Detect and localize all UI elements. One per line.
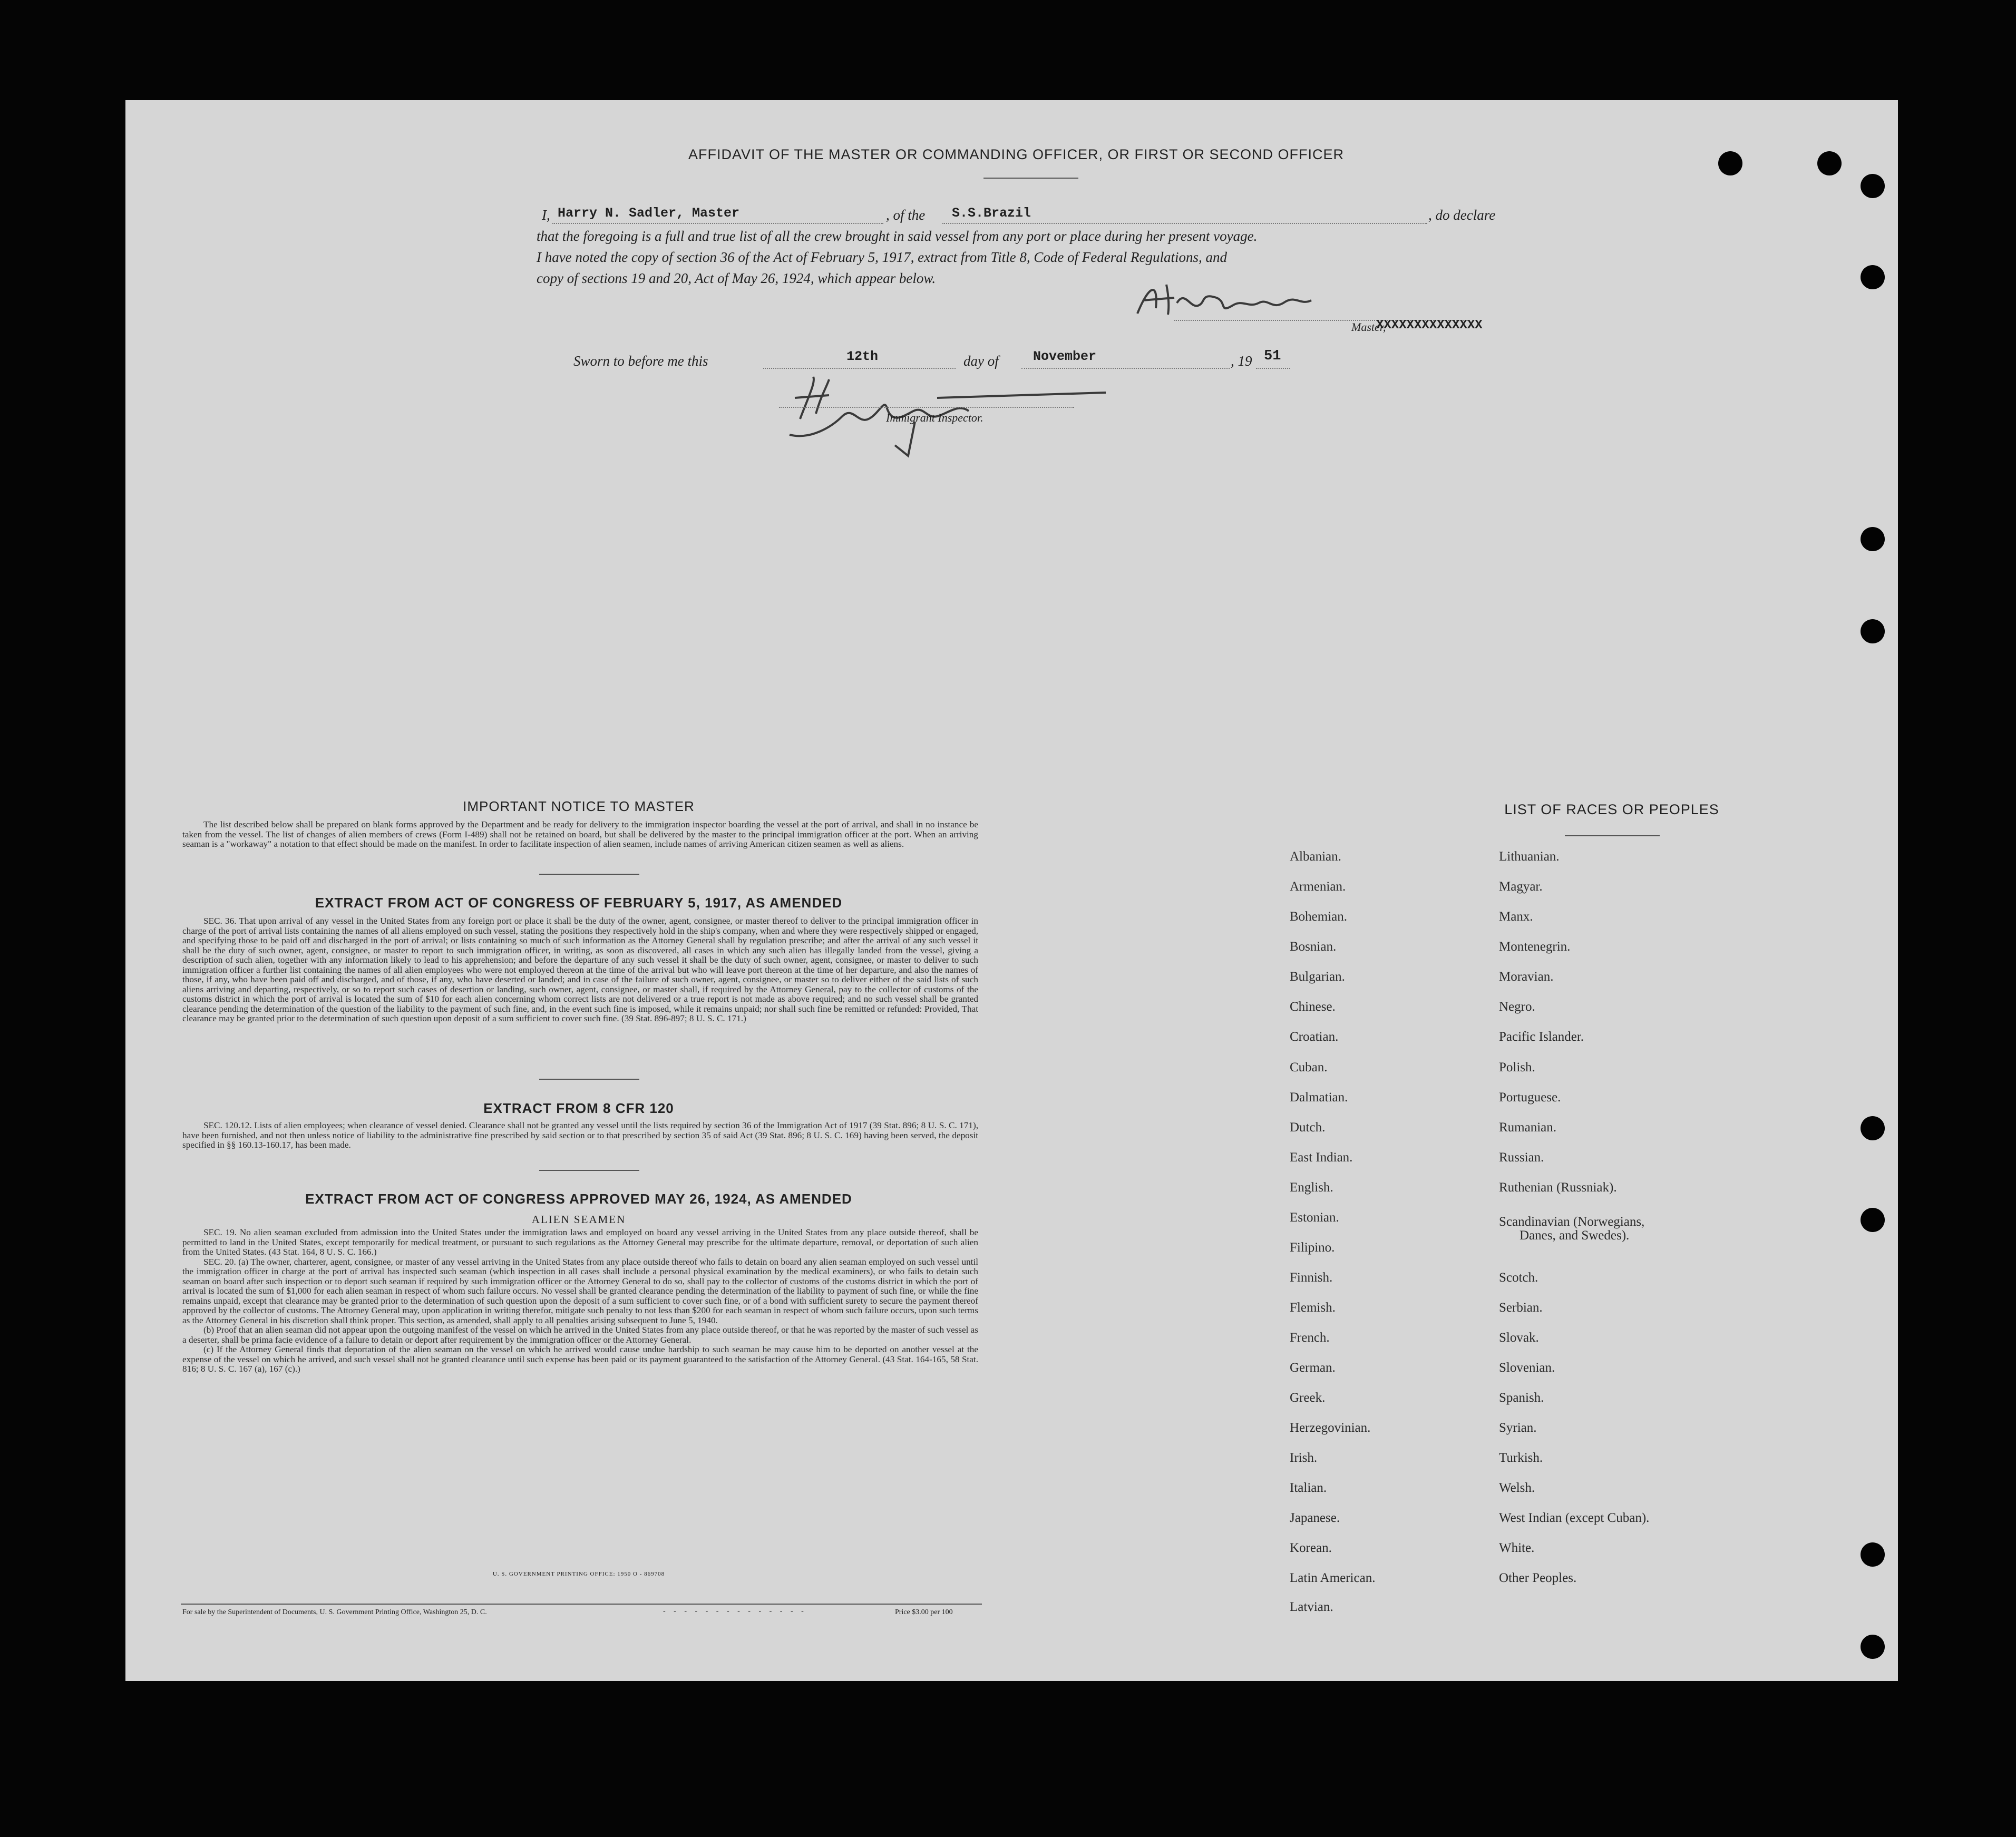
declarant-line bbox=[552, 223, 883, 224]
race-item: Bohemian. bbox=[1290, 910, 1348, 924]
notice-text: The list described below shall be prepared on blank forms approved by the Department and be ready for delivery to the immigration inspector boarding the vessel at the port of arrival, and shall in no instance be taken from the vessel. The list of changes of alien members of crews (Form I-489) shall not be retained on board, but shall be delivered by the master to the principal immigration officer at the port. When an arriving seaman is a "workaway" a notation to that effect should be made on the manifest. In order to facilitate inspection of alien seamen, include names of arriving American citizen seamen as well as aliens. bbox=[182, 819, 978, 849]
race-item: Slovenian. bbox=[1499, 1361, 1555, 1375]
punch-hole-icon bbox=[1861, 619, 1885, 643]
sworn-year-line bbox=[1256, 368, 1290, 369]
divider-3 bbox=[539, 1170, 639, 1171]
punch-hole-icon bbox=[1817, 151, 1842, 175]
title-underline bbox=[983, 178, 1078, 179]
race-item: Estonian. bbox=[1290, 1210, 1339, 1225]
race-item: Portuguese. bbox=[1499, 1090, 1561, 1105]
race-item: Filipino. bbox=[1290, 1240, 1335, 1255]
sworn-day: 12th bbox=[846, 349, 879, 364]
sworn-year: 51 bbox=[1264, 348, 1281, 364]
affidavit-line-2: that the foregoing is a full and true list of all the crew brought in said vessel from any port or place during her present voyage. bbox=[537, 228, 1258, 244]
race-item: Lithuanian. bbox=[1499, 849, 1560, 864]
race-item: Irish. bbox=[1290, 1451, 1318, 1465]
race-item: Scandinavian (Norwegians, bbox=[1499, 1215, 1645, 1229]
race-item: Greek. bbox=[1290, 1391, 1326, 1405]
affidavit-line-4: copy of sections 19 and 20, Act of May 26, 1924, which appear below. bbox=[537, 270, 936, 286]
race-item: English. bbox=[1290, 1180, 1333, 1195]
inspector-signature-line bbox=[779, 407, 1074, 408]
race-item: West Indian (except Cuban). bbox=[1499, 1511, 1650, 1525]
race-item: Serbian. bbox=[1499, 1301, 1543, 1315]
race-item: Rumanian. bbox=[1499, 1120, 1557, 1135]
race-item: Pacific Islander. bbox=[1499, 1030, 1584, 1044]
footer-sale-note: For sale by the Superintendent of Documents, U. S. Government Printing Office, Washington 25, D. C. bbox=[182, 1608, 487, 1616]
extract-1917-title: EXTRACT FROM ACT OF CONGRESS OF FEBRUARY 5, 1917, AS AMENDED bbox=[315, 895, 843, 911]
master-struck-title: XXXXXXXXXXXXXX bbox=[1376, 318, 1483, 333]
printing-office-note: U. S. GOVERNMENT PRINTING OFFICE: 1950 O - 869708 bbox=[492, 1571, 665, 1577]
race-item: Dutch. bbox=[1290, 1120, 1326, 1135]
divider-2 bbox=[539, 1079, 639, 1080]
section-20a-text: SEC. 20. (a) The owner, charterer, agent, consignee, or master of any vessel arriving in the United States from any place outside thereof who fails to detain on board any alien seaman employed on such vessel until the immigration officer in charge at the port of arrival has inspected such seaman (which inspection in all cases shall include a personal physical examination by the medical examiners), or who fails to detain such seaman on board after such inspection or to deport such seaman if required by such immigration officer or the Attorney General to do so, shall pay to the collector of customs of the customs district in which the port of arrival is located the sum of $1,000 for each alien seaman in respect of whom such failure occurs. No vessel shall be granted clearance pending the determination of the liability to payment of such fine, or while the fine remains unpaid, except that clearance may be granted prior to the determination of such question upon the deposit of a sum sufficient to cover such fine, or of a bond with sufficient surety to secure the payment thereof approved by the collector of customs. The Attorney General may, upon application in writing therefor, mitigate such penalty to not less than $200 for each seaman in respect of whom such failure occurs, upon such terms as the Attorney General in his discretion shall think proper. This section, as amended, shall apply to all penalties arising subsequent to June 5, 1940. bbox=[182, 1256, 978, 1325]
section-20b-text: (b) Proof that an alien seaman did not appear upon the outgoing manifest of the vessel on which he arrived in the United States from any place outside thereof, or that he was reported by the master of such vessel as a deserter, shall be prima facie evidence of a failure to detain or deport after requirement by the immigration officer or the Attorney General. bbox=[182, 1325, 978, 1345]
notice-title: IMPORTANT NOTICE TO MASTER bbox=[463, 798, 695, 814]
race-item: Syrian. bbox=[1499, 1421, 1537, 1435]
race-item: Korean. bbox=[1290, 1541, 1332, 1555]
footer-rule bbox=[181, 1604, 982, 1605]
punch-hole-icon bbox=[1861, 1542, 1885, 1567]
section-19-text: SEC. 19. No alien seaman excluded from admission into the United States under the immigration laws and employed on board any vessel arriving in the United States from any place outside thereof, shall be permitted to land in the United States, except temporarily for medical treatment, or pursuant to such regulations as the Attorney General may prescribe for the ultimate departure, removal, or deportation of such alien from the United States. (43 Stat. 164, 8 U. S. C. 166.) bbox=[182, 1227, 978, 1257]
vessel-name: S.S.Brazil bbox=[952, 206, 1031, 221]
affidavit-title: AFFIDAVIT OF THE MASTER OR COMMANDING OFFICER, OR FIRST OR SECOND OFFICER bbox=[688, 146, 1345, 162]
race-item: Russian. bbox=[1499, 1150, 1544, 1165]
race-item: Slovak. bbox=[1499, 1331, 1539, 1345]
punch-hole-icon bbox=[1861, 1208, 1885, 1232]
race-item: Latin American. bbox=[1290, 1571, 1376, 1585]
race-item: Croatian. bbox=[1290, 1030, 1339, 1044]
sworn-label: Sworn to before me this bbox=[573, 353, 708, 369]
race-item: Other Peoples. bbox=[1499, 1571, 1577, 1585]
punch-hole-icon bbox=[1861, 1635, 1885, 1659]
form-sheet bbox=[125, 100, 1898, 1681]
race-item: Welsh. bbox=[1499, 1481, 1535, 1495]
divider-1 bbox=[539, 874, 639, 875]
inspector-label: Immigrant Inspector. bbox=[886, 411, 983, 424]
race-item: Manx. bbox=[1499, 910, 1533, 924]
race-item: Scotch. bbox=[1499, 1271, 1538, 1285]
race-item: Finnish. bbox=[1290, 1271, 1333, 1285]
race-item: Chinese. bbox=[1290, 1000, 1336, 1014]
race-item: Moravian. bbox=[1499, 970, 1554, 984]
race-item: Japanese. bbox=[1290, 1511, 1340, 1525]
race-item: Magyar. bbox=[1499, 880, 1543, 894]
affidavit-line-3: I have noted the copy of section 36 of the Act of February 5, 1917, extract from Title 8, Code of Federal Regulations, and bbox=[537, 249, 1228, 265]
master-label: Master, bbox=[1351, 320, 1386, 334]
punch-hole-icon bbox=[1861, 1116, 1885, 1140]
race-item: Flemish. bbox=[1290, 1301, 1336, 1315]
section-20c-text: (c) If the Attorney General finds that deportation of the alien seaman on the vessel on which he arrived would cause undue hardship to such seaman he may cause him to be deported on another vessel at the expense of the vessel on which he arrived, and such vessel shall not be granted clearance until such expense has been paid or its payment guaranteed to the satisfaction of the Attorney General. (43 Stat. 164-165, 58 Stat. 816; 8 U. S. C. 167 (a), 167 (c).) bbox=[182, 1344, 978, 1374]
race-item: Danes, and Swedes). bbox=[1520, 1228, 1630, 1243]
races-title: LIST OF RACES OR PEOPLES bbox=[1504, 802, 1719, 817]
race-item: Spanish. bbox=[1499, 1391, 1544, 1405]
punch-hole-icon bbox=[1861, 265, 1885, 289]
extract-1917-text: SEC. 36. That upon arrival of any vessel in the United States from any foreign port or place it shall be the duty of the owner, agent, consignee, or master thereof to deliver to the principal immigration officer in charge of the port of arrival lists containing the names of all aliens employed on such vessel, stating the positions they respectively hold in the ship's company, when and where they were respectively shipped or engaged, and specifying those to be paid off and discharged in the port of arrival; or lists containing so much of such information as the Attorney General shall by regulation prescribe; and after the arrival of any such vessel it shall be the duty of such owner, agent, consignee, or master to report to such immigration officer, in writing, as soon as discovered, all cases in which any such alien has illegally landed from the vessel, giving a description of such alien, together with any information likely to lead to his apprehension; and before the departure of any such vessel it shall be the duty of such owner, agent, consignee, or master to deliver to such immigration officer a further list containing the names of all alien employees who were not employed thereon at the time of the arrival but who will leave port thereon at the time of her departure, and also the names of those, if any, who have been paid off and discharged, and of those, if any, who have deserted or landed; and in case of the failure of such owner, agent, consignee, or master so to deliver either of the said lists of such aliens arriving and departing, respectively, or so to report such cases of desertion or landing, such owner, agent, consignee, or master shall, if required by the Attorney General, pay to the collector of customs of the customs district in which the port of arrival is located the sum of $10 for each alien concerning whom correct lists are not delivered or a true report is not made as above required; and no such vessel shall be granted clearance pending the determination of the question of the liability to the payment of such fine, and, in the event such fine is imposed, while it remains unpaid; nor shall such fine be remitted or refunded: Provided, That clearance may be granted prior to the determination of such question upon deposit of a sum sufficient to cover such fine. (39 Stat. 896-897; 8 U. S. C. 171.) bbox=[182, 916, 978, 1023]
affidavit-i-label: I, bbox=[542, 207, 550, 223]
footer-dashes: - - - - - - - - - - - - - - bbox=[663, 1607, 807, 1615]
do-declare-label: , do declare bbox=[1428, 207, 1496, 223]
declarant-name: Harry N. Sadler, Master bbox=[558, 206, 740, 221]
race-item: Negro. bbox=[1499, 1000, 1535, 1014]
year-prefix: , 19 bbox=[1231, 353, 1252, 369]
race-item: Bulgarian. bbox=[1290, 970, 1345, 984]
race-item: White. bbox=[1499, 1541, 1535, 1555]
race-item: Herzegovinian. bbox=[1290, 1421, 1371, 1435]
race-item: East Indian. bbox=[1290, 1150, 1353, 1165]
extract-cfr-text: SEC. 120.12. Lists of alien employees; when clearance of vessel denied. Clearance shall not be granted any vessel until the lists required by section 36 of the Immigration Act of 1917 (39 Stat. 896; 8 U. S. C. 171), have been furnished, and not then unless notice of liability to the administrative fine prescribed by said section or to that prescribed by section 35 of said Act (39 Stat. 896; 8 U. S. C. 169) having been served, the deposit specified in §§ 160.13-160.17, has been made. bbox=[182, 1120, 978, 1150]
race-item: Albanian. bbox=[1290, 849, 1341, 864]
race-item: Polish. bbox=[1499, 1060, 1535, 1074]
races-title-underline bbox=[1565, 835, 1660, 836]
race-item: Latvian. bbox=[1290, 1600, 1333, 1614]
race-item: Dalmatian. bbox=[1290, 1090, 1348, 1105]
race-item: Turkish. bbox=[1499, 1451, 1543, 1465]
day-of-label: day of bbox=[963, 353, 999, 369]
race-item: Bosnian. bbox=[1290, 940, 1337, 954]
alien-seamen-subtitle: ALIEN SEAMEN bbox=[531, 1213, 626, 1226]
of-the-label: , of the bbox=[886, 207, 926, 223]
extract-cfr-title: EXTRACT FROM 8 CFR 120 bbox=[483, 1100, 674, 1116]
punch-hole-icon bbox=[1718, 151, 1742, 175]
race-item: French. bbox=[1290, 1331, 1330, 1345]
signature-master-icon bbox=[1127, 277, 1375, 321]
extract-1924-sections bbox=[182, 1228, 978, 1374]
race-item: Montenegrin. bbox=[1499, 940, 1571, 954]
punch-hole-icon bbox=[1861, 527, 1885, 551]
race-item: German. bbox=[1290, 1361, 1336, 1375]
race-item: Cuban. bbox=[1290, 1060, 1328, 1074]
sworn-month: November bbox=[1033, 349, 1097, 364]
extract-1924-title: EXTRACT FROM ACT OF CONGRESS APPROVED MAY 26, 1924, AS AMENDED bbox=[305, 1191, 852, 1207]
race-item: Italian. bbox=[1290, 1481, 1327, 1495]
vessel-line bbox=[942, 223, 1427, 224]
race-item: Armenian. bbox=[1290, 880, 1346, 894]
race-item: Ruthenian (Russniak). bbox=[1499, 1180, 1617, 1195]
punch-hole-icon bbox=[1861, 174, 1885, 198]
footer-price: Price $3.00 per 100 bbox=[895, 1608, 953, 1616]
